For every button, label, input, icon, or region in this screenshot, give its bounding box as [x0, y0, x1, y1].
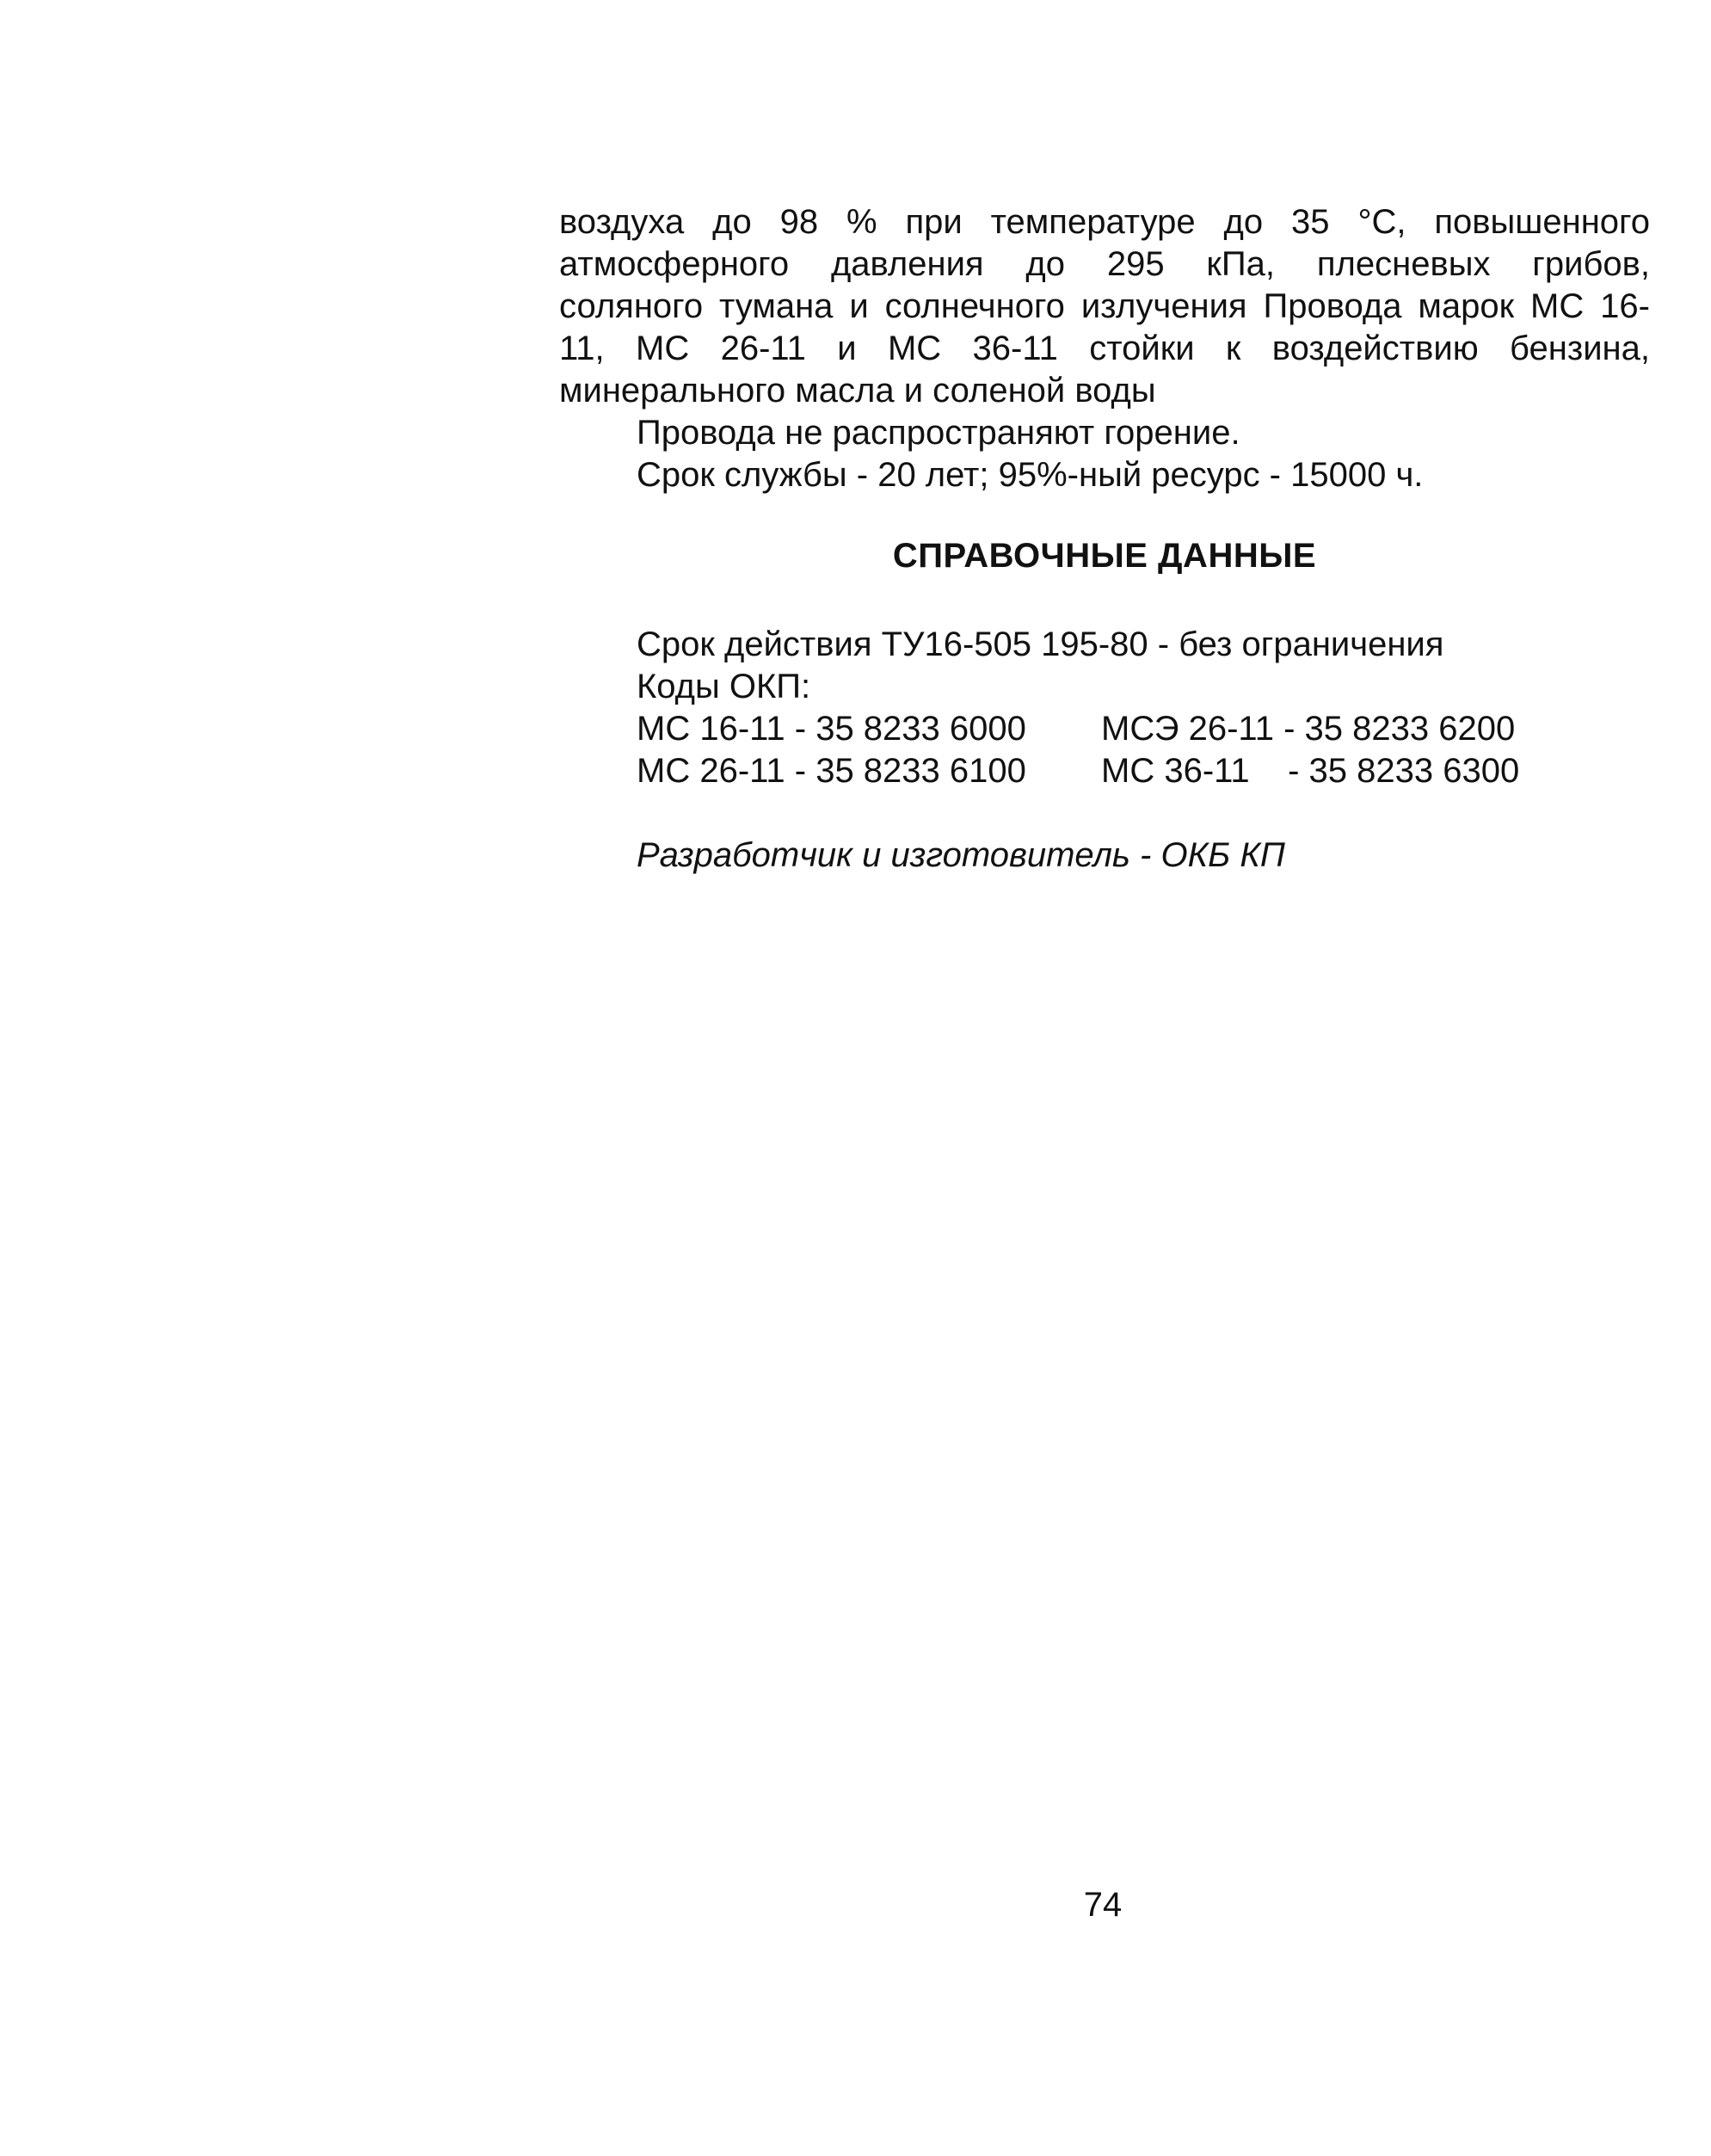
developer-line: Разработчик и изготовитель - ОКБ КП [637, 836, 1285, 874]
okp-code-row [637, 750, 1520, 792]
paragraph-line: атмосферного давления до 295 кПа, плесневых грибов, [559, 245, 1650, 283]
okp-code-row [637, 708, 1516, 750]
paragraph-line: соляного тумана и солнечного излучения Провода марок МС 16- [559, 287, 1650, 325]
reference-data-block [637, 624, 1520, 792]
paragraph-line: воздуха до 98 % при температуре до 35 °С, повышенного [559, 203, 1650, 241]
okp-code: МСЭ 26-11 - 35 8233 6200 [1101, 710, 1516, 748]
intro-paragraph [559, 201, 1650, 412]
no-burning-statement: Провода не распространяют горение. [637, 414, 1240, 452]
page-number: 74 [1083, 1886, 1123, 1924]
validity-line: Срок действия ТУ16-505 195-80 - без ограничения [637, 625, 1444, 663]
okp-code: МС 26-11 - 35 8233 6100 [637, 752, 1026, 790]
service-life-statement: Срок службы - 20 лет; 95%-ный ресурс - 15000 ч. [637, 456, 1424, 494]
paragraph-line: 11, МС 26-11 и МС 36-11 стойки к воздействию бензина, [559, 330, 1650, 367]
paragraph-line: минерального масла и соленой воды [559, 372, 1156, 410]
okp-code: МС 16-11 - 35 8233 6000 [637, 710, 1026, 748]
okp-code: МС 36-11 - 35 8233 6300 [1101, 752, 1520, 790]
okp-codes-label: Коды ОКП: [637, 668, 811, 705]
section-heading: СПРАВОЧНЫЕ ДАННЫЕ [892, 537, 1317, 575]
